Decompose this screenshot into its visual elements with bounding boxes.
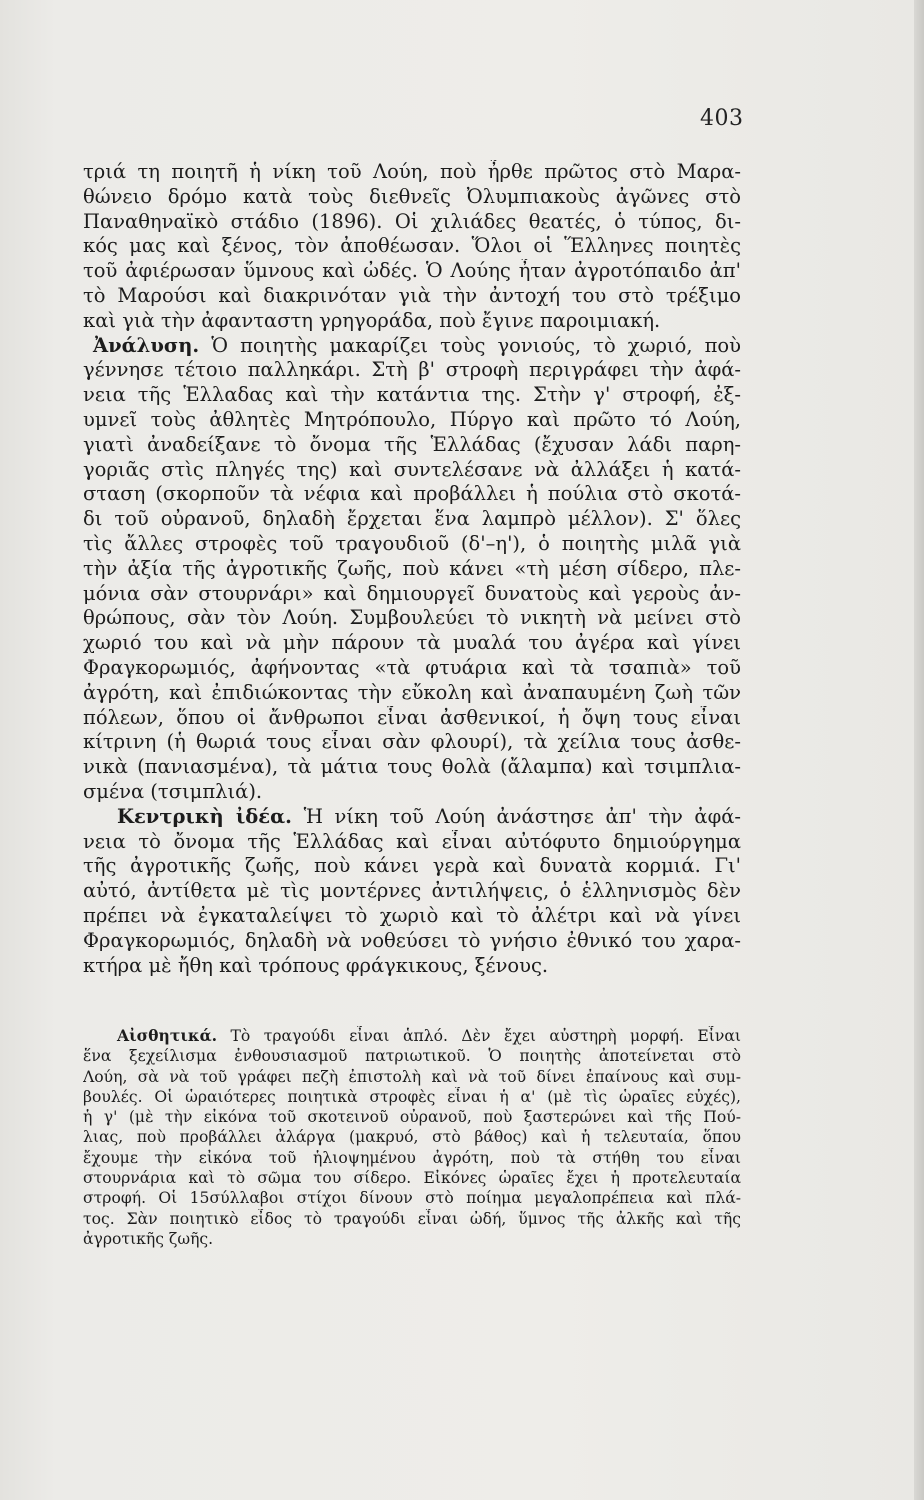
main-text-block (83, 160, 741, 978)
note-line: στουρνάρια καὶ τὸ σῶμα του σίδερο. Εἰκόνες ὡραῖες ἔχει ἡ προτελευταία (83, 1169, 741, 1188)
note-line: ἀγροτικῆς ζωῆς. (83, 1229, 214, 1248)
text-line: υμνεῖ τοὺς ἀθλητὲς Μητρόπουλο, Πύργο καὶ πρῶτο τό Λούη, (83, 407, 741, 431)
text-line: γιατὶ ἀναδείξανε τὸ ὄνομα τῆς Ἑλλάδας (ἔχυσαν λάδι παρη- (83, 432, 741, 456)
note-line: Λούη, σὰ νὰ τοῦ γράφει πεζὴ ἐπιστολὴ καὶ νὰ τοῦ δίνει ἐπαίνους καὶ συμ- (83, 1067, 741, 1086)
note-line: βουλές. Οἱ ὡραιότερες ποιητικὰ στροφὲς εἶναι ἡ α' (μὲ τὶς ὡραῖες εὐχές), (83, 1087, 741, 1106)
text-line: νεια τῆς Ἑλλαδας καὶ τὴν κατάντια της. Στὴν γ' στροφή, ἐξ- (83, 383, 741, 407)
note-line: ἕνα ξεχείλισμα ἐνθουσιασμοῦ πατριωτικοῦ. Ὁ ποιητὴς ἀποτείνεται στὸ (83, 1047, 741, 1066)
text-line: πόλεων, ὅπου οἱ ἄνθρωποι εἶναι ἀσθενικοί, ἡ ὄψη τους εἶναι (83, 705, 741, 729)
idea-first-line: Ἡ νίκη τοῦ Λούη ἀνάστησε ἀπ' τὴν ἀφά- (303, 804, 741, 828)
note-first-line: Τὸ τραγούδι εἶναι ἁπλό. Δὲν ἔχει αὐστηρὴ μορφή. Εἶναι (230, 1027, 741, 1045)
page-edge (914, 0, 924, 1500)
note-line: ἡ γ' (μὲ τὴν εἰκόνα τοῦ σκοτεινοῦ οὐρανοῦ, ποὺ ξαστερώνει καὶ τῆς Πού- (83, 1108, 741, 1127)
text-line: τὶς ἄλλες στροφὲς τοῦ τραγουδιοῦ (δ'–η'), ὁ ποιητὴς μιλᾶ γιὰ (83, 531, 741, 555)
text-line: γέννησε τέτοιο παλληκάρι. Στὴ β' στροφὴ περιγράφει τὴν ἀφά- (83, 358, 741, 382)
text-line: πρέπει νὰ ἐγκαταλείψει τὸ χωριὸ καὶ τὸ ἀλέτρι καὶ νὰ γίνει (83, 903, 741, 927)
text-line: κτήρα μὲ ἤθη καὶ τρόπους φράγκικους, ξένους. (83, 953, 549, 977)
text-line: γοριᾶς στὶς πληγές της) καὶ συντελέσανε νὰ ἀλλάξει ἡ κατά- (83, 457, 741, 481)
page-number: 403 (700, 106, 744, 131)
text-line: δι τοῦ οὐρανοῦ, δηλαδὴ ἔρχεται ἕνα λαμπρὸ μέλλον). Σ' ὅλες (83, 507, 741, 531)
idea-heading: Κεντρικὴ ἰδέα. (117, 804, 292, 828)
analysis-first-line: Ὁ ποιητὴς μακαρίζει τοὺς γονιούς, τὸ χωριό, ποὺ (211, 333, 741, 357)
text-line: τριά τη ποιητῆ ἡ νίκη τοῦ Λούη, ποὺ ἦρθε πρῶτος στὸ Μαρα- (83, 160, 741, 183)
text-line: μόνια σὰν στουρνάρι» καὶ δημιουργεῖ δυνατοὺς καὶ γεροὺς ἀν- (83, 581, 741, 605)
text-line: τῆς ἀγροτικῆς ζωῆς, ποὺ κάνει γερὰ καὶ δυνατὰ κορμιά. Γι' (83, 854, 741, 878)
text-line: χωριό του καὶ νὰ μὴν πάρουν τὰ μυαλά του ἀγέρα καὶ γίνει (83, 631, 741, 655)
text-line: αὐτό, ἀντίθετα μὲ τὶς μοντέρνες ἀντιλήψεις, ὁ ἑλληνισμὸς δὲν (83, 879, 741, 903)
note-paragraph-start (83, 1026, 741, 1046)
text-line: Παναθηναϊκὸ στάδιο (1896). Οἱ χιλιάδες θεατές, ὁ τύπος, δι- (83, 209, 741, 233)
idea-paragraph-start (83, 805, 741, 830)
text-line: θρώπους, σὰν τὸν Λούη. Συμβουλεύει τὸ νικητὴ νὰ μείνει στὸ (83, 606, 741, 630)
text-line: τοῦ ἀφιέρωσαν ὕμνους καὶ ὠδές. Ὁ Λούης ἦταν ἀγροτόπαιδο ἀπ' (83, 259, 741, 283)
aesthetics-note-block (83, 1026, 741, 1249)
note-line: στροφή. Οἱ 15σύλλαβοι στίχοι δίνουν στὸ ποίημα μεγαλοπρέπεια καὶ πλά- (83, 1189, 741, 1208)
text-line: Φραγκορωμιός, ἀφήνοντας «τὰ φτυάρια καὶ τὰ τσαπιὰ» τοῦ (83, 655, 741, 679)
text-line: τὴν ἀξία τῆς ἀγροτικῆς ζωῆς, ποὺ κάνει «τὴ μέση σίδερο, πλε- (83, 556, 741, 580)
note-line: λιας, ποὺ προβάλλει ἀλάργα (μακρυό, στὸ βάθος) καὶ ἡ τελευταία, ὅπου (83, 1128, 741, 1147)
text-line: κίτρινη (ἡ θωριά τους εἶναι σὰν φλουρί), τὰ χείλια τους ἀσθε- (83, 730, 741, 754)
text-line: νικὰ (πανιασμένα), τὰ μάτια τους θολὰ (ἄλαμπα) καὶ τσιμπλια- (83, 755, 741, 779)
analysis-paragraph-start (83, 334, 741, 359)
text-line: Φραγκορωμιός, δηλαδὴ νὰ νοθεύσει τὸ γνήσιο ἐθνικό του χαρα- (83, 928, 741, 952)
text-line: καὶ γιὰ τὴν ἀφανταστη γρηγοράδα, ποὺ ἔγινε παροιμιακή. (83, 308, 661, 332)
text-line: κός μας καὶ ξένος, τὸν ἀποθέωσαν. Ὅλοι οἱ Ἕλληνες ποιητὲς (83, 234, 741, 258)
text-line: σμένα (τσιμπλιά). (83, 779, 263, 803)
analysis-heading: Ἀνάλυση. (93, 333, 200, 357)
text-line: σταση (σκορποῦν τὰ νέφια καὶ προβάλλει ἡ πούλια στὸ σκοτά- (83, 482, 741, 506)
note-line: τος. Σὰν ποιητικὸ εἶδος τὸ τραγούδι εἶναι ὠδή, ὕμνος τῆς ἀλκῆς καὶ τῆς (83, 1209, 741, 1228)
text-line: τὸ Μαρούσι καὶ διακρινόταν γιὰ τὴν ἀντοχή του στὸ τρέξιμο (83, 283, 741, 307)
text-line: θώνειο δρόμο κατὰ τοὺς διεθνεῖς Ὀλυμπιακοὺς ἀγῶνες στὸ (83, 184, 741, 208)
note-line: ἔχουμε τὴν εἰκόνα τοῦ ἡλιοψημένου ἀγρότη, ποὺ τὰ στήθη του εἶναι (83, 1148, 741, 1167)
text-line: ἀγρότη, καὶ ἐπιδιώκοντας τὴν εὔκολη καὶ ἀναπαυμένη ζωὴ τῶν (83, 680, 741, 704)
text-line: νεια τὸ ὄνομα τῆς Ἑλλάδας καὶ εἶναι αὐτόφυτο δημιούργημα (83, 829, 741, 853)
note-heading: Αἰσθητικά. (117, 1026, 218, 1045)
